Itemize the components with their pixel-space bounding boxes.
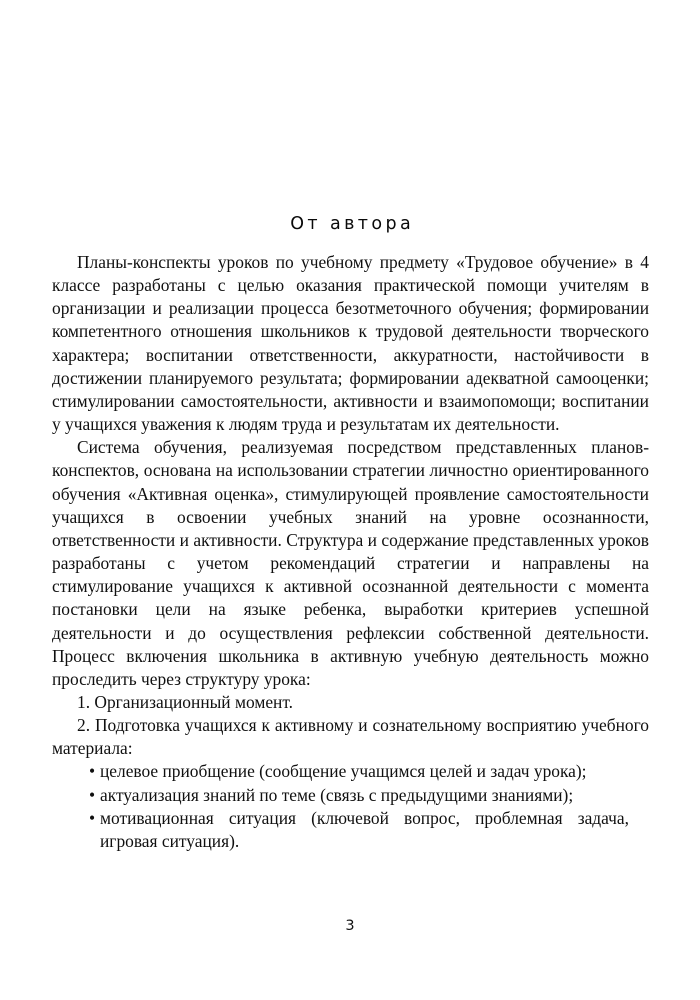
- paragraph-1: Планы-конспекты уроков по учебному предмету «Трудовое обучение» в 4 классе разработаны с целью оказания практической помощи учителям в организации и реализации процесса безотметочного обучения; формировании компетентного отношения школьников к трудовой деятельности творческого характера; воспитании ответственности, аккуратности, настойчивости в достижении планируемого результата; формировании адекватной самооценки; стимулировании самостоятельности, активности и взаимопомощи; воспитании у учащихся уважения к людям труда и результатам их деятельности.: [52, 252, 649, 435]
- list-item: [52, 807, 629, 853]
- list-item-label: целевое приобщение (сообщение учащимся целей и задач урока);: [100, 761, 587, 782]
- paragraph-2: Система обучения, реализуемая посредством представленных планов-конспектов, основана на использовании стратегии личностно ориентированного обучения «Активная оценка», стимулирующей проявление самостоятельности учащихся в освоении учебных знаний на уровне осознанности, ответственности и активности. Структура и содержание представленных уроков разработаны с учетом рекомендаций стратегии и направлены на стимулирование учащихся к активной осознанной деятельности с момента постановки цели на языке ребенка, выработки критериев успешной деятельности и до осуществления рефлексии собственной деятельности. Процесс включения школьника в активную учебную деятельность можно проследить через структуру урока:: [52, 437, 649, 689]
- list-item: [52, 760, 629, 783]
- bullet-icon: •: [89, 807, 96, 828]
- page-content: [52, 214, 649, 853]
- page-number: 3: [345, 918, 355, 934]
- page-title: От автора: [290, 214, 415, 234]
- bullet-list: [52, 760, 629, 853]
- bullet-icon: •: [89, 784, 96, 805]
- numbered-item-2: 2. Подготовка учащихся к активному и сознательному восприятию учебного материала:: [52, 715, 649, 759]
- bullet-icon: •: [89, 761, 96, 782]
- list-item-label: актуализация знаний по теме (связь с предыдущими знаниями);: [100, 784, 574, 805]
- numbered-item-1: 1. Организационный момент.: [77, 691, 293, 712]
- list-item-label: мотивационная ситуация (ключевой вопрос, проблемная задача, игровая ситуация).: [100, 807, 629, 851]
- list-item: [52, 784, 629, 807]
